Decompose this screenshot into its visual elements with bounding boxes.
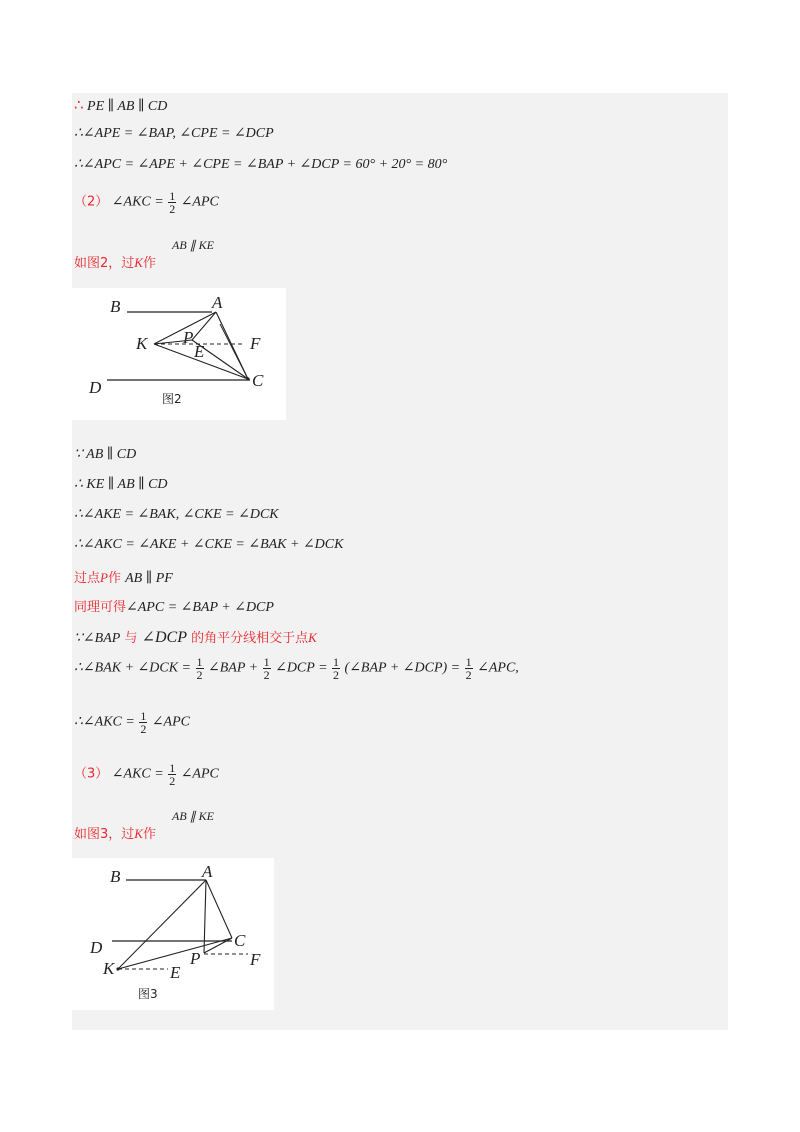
fig2-caption: 图2: [162, 392, 182, 406]
superscript-ab-ke: AB ∥ KE: [172, 238, 214, 252]
fraction-half: $\frac{1}{2}$: [169, 189, 176, 216]
fig2-label-p: P: [183, 328, 194, 347]
line-similarly: 同理可得∠APC = ∠BAP + ∠DCP: [74, 600, 274, 615]
fig2-label-c: C: [252, 371, 264, 390]
line-part3-result: （3） ∠AKC = $\frac{1}{2}$ ∠APC: [74, 761, 219, 788]
fig3-caption: 图3: [138, 987, 158, 1001]
figure-2: [72, 288, 286, 420]
fig3-label-k: K: [103, 959, 115, 978]
line-half-sum: ∴∠BAK + ∠DCK = $\frac{1}{2}$ ∠BAP + $\frac{1}{2}$ ∠DCP = $\frac{1}{2}$ (∠BAP + ∠DCP) = $\frac{1}{2}$ ∠APC,: [74, 655, 519, 682]
fig2-label-a: A: [212, 293, 223, 312]
fig3-label-c: C: [234, 931, 246, 950]
line-pe-parallel: ∴ PE ∥ AB ∥ CD: [74, 96, 168, 114]
fig3-label-f: F: [250, 950, 261, 969]
line-fig3-construction: 如图3，过K作: [74, 826, 156, 842]
fig2-label-k: K: [136, 334, 148, 353]
line-bisectors: ∵∠BAP 与 ∠DCP 的角平分线相交于点K: [74, 629, 317, 646]
line-because-ab-cd: ∵ AB ∥ CD: [74, 447, 137, 462]
line-ake-bak: ∴∠AKE = ∠BAK, ∠CKE = ∠DCK: [74, 507, 279, 522]
fig2-label-d: D: [89, 378, 102, 397]
line-fig2-construction: 如图2，过K作: [74, 255, 156, 271]
superscript-ab-ke-3: AB ∥ KE: [172, 809, 214, 823]
line-ke-ab-cd: ∴ KE ∥ AB ∥ CD: [74, 477, 168, 492]
line-akc-sum: ∴∠AKC = ∠AKE + ∠CKE = ∠BAK + ∠DCK: [74, 537, 344, 552]
fig3-label-d: D: [90, 938, 103, 957]
line-apc-sum: ∴∠APC = ∠APE + ∠CPE = ∠BAP + ∠DCP = 60° + 20° = 80°: [74, 157, 448, 172]
line-angle-equalities: ∴∠APE = ∠BAP, ∠CPE = ∠DCP: [74, 126, 274, 141]
figure-3: [72, 858, 274, 1010]
line-akc-half: ∴∠AKC = $\frac{1}{2}$ ∠APC: [74, 709, 190, 736]
fig3-label-a: A: [202, 862, 213, 881]
fig2-label-e: E: [194, 342, 205, 361]
line-part2-result: （2） ∠AKC = $\frac{1}{2}$ ∠APC: [74, 189, 219, 216]
fig2-label-f: F: [250, 334, 261, 353]
fig3-label-p: P: [190, 949, 201, 968]
fig3-label-b: B: [110, 867, 121, 886]
line-through-p: 过点P作 AB ∥ PF: [74, 570, 173, 586]
fig2-label-b: B: [110, 297, 121, 316]
fig3-label-e: E: [170, 963, 181, 982]
